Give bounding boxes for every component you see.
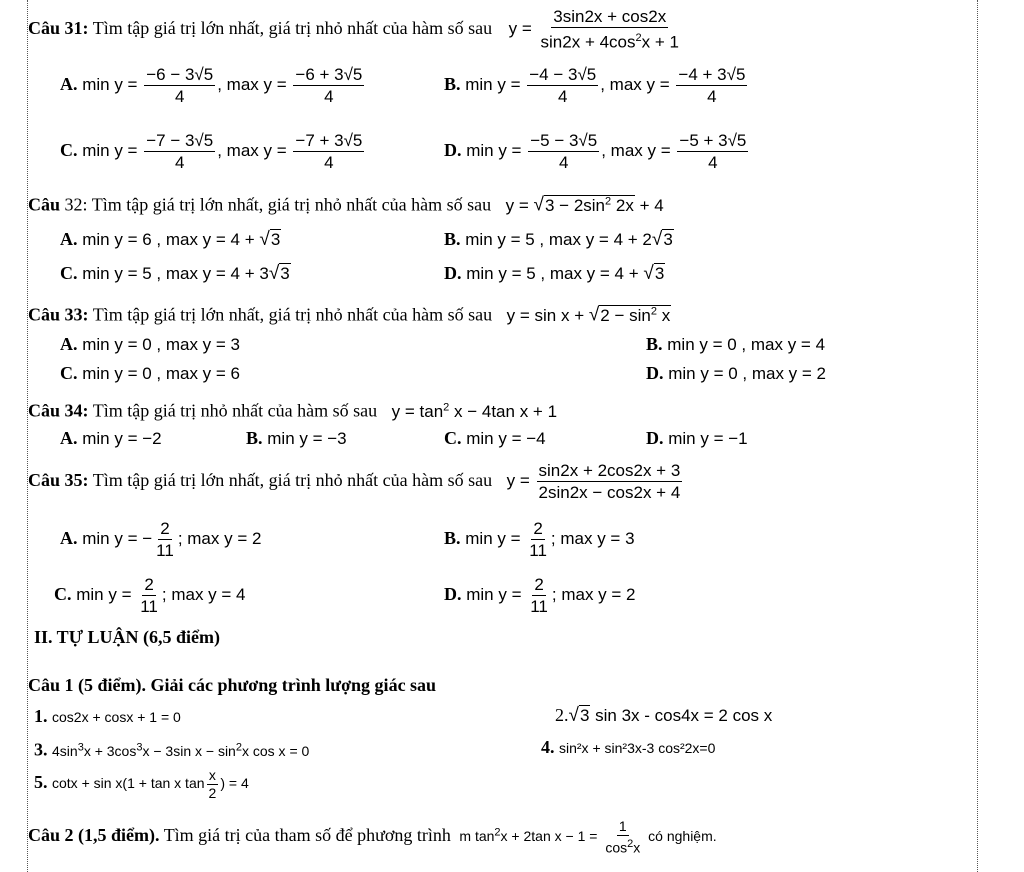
q31-option-a: A. min y = $\frac{-6 - 3√5}{4}$ , max y = $\frac{-6 + 3√5}{4}$ bbox=[60, 65, 363, 106]
q34-option-a: A. min y = −2 bbox=[60, 428, 162, 448]
q33-option-d: D. min y = 0 , max y = 2 bbox=[646, 363, 827, 383]
q32-option-b: B. min y = 5 , max y = 4 + 2√3 bbox=[444, 229, 673, 250]
question-35-formula: y = $\frac{\sin 2x + 2\cos 2x + 3}{2\sin 2x - \cos 2x + 4}$ bbox=[506, 461, 681, 502]
question-33: Câu 33: Tìm tập giá trị lớn nhất, giá trị nhỏ nhất của hàm số sau $y = \sin x + √2 - \sin^2 x$ bbox=[28, 304, 671, 326]
q32-option-a: A. min y = 6 , max y = 4 + √3 bbox=[60, 229, 281, 250]
q34-option-b: B. min y = −3 bbox=[246, 428, 347, 448]
right-dotted-border bbox=[977, 0, 978, 872]
q31-option-c: C. min y = $\frac{-7 - 3√5}{4}$ , max y = $\frac{-7 + 3√5}{4}$ bbox=[60, 131, 363, 172]
cau-1-item-1: 1. cos2x + cosx + 1 = 0 bbox=[34, 706, 181, 726]
question-34-formula: $y = \tan^2 x - 4\tan$ x + 1 bbox=[391, 401, 558, 421]
q33-option-b: B. min y = 0 , max y = 4 bbox=[646, 334, 826, 354]
question-34: Câu 34: Tìm tập giá trị nhỏ nhất của hàm số sau $y = \tan^2 x - 4\tan$ x + 1 bbox=[28, 400, 558, 421]
q32-option-c: C. min y = 5 , max y = 4 + 3√3 bbox=[60, 263, 290, 284]
cau-1-item-5: 5. cotx + sin x(1 + tan x tan $\frac{x}{2}$ ) = 4 bbox=[34, 767, 249, 801]
cau-1-item-4: 4. sin²x + sin²3x-3 cos²2x=0 bbox=[541, 737, 716, 757]
q34-option-d: D. min y = −1 bbox=[646, 428, 748, 448]
question-32: Câu 32: Tìm tập giá trị lớn nhất, giá trị nhỏ nhất của hàm số sau $y = √3 - 2\sin^2$ 2x + 4 bbox=[28, 194, 664, 216]
q32-option-d: D. min y = 5 , max y = 4 + √3 bbox=[444, 263, 665, 284]
cau-1-item-3: 3. $4\sin^3x + 3\cos^3x - 3\sin$ $x - \sin^2x$ cos x = 0 bbox=[34, 739, 310, 760]
cau-1-item-2: 2.√3 sin 3x - cos4x = 2 cos x bbox=[555, 705, 773, 726]
q34-option-c: C. min y = −4 bbox=[444, 428, 546, 448]
q35-option-b: B. min y = $\frac{2}{11}$ ; max y = 3 bbox=[444, 519, 635, 560]
q31-option-d: D. min y = $\frac{-5 - 3√5}{4}$ , max y = $\frac{-5 + 3√5}{4}$ bbox=[444, 131, 747, 172]
q33-option-c: C. min y = 0 , max y = 6 bbox=[60, 363, 241, 383]
q35-option-a: A. min y = − $\frac{2}{11}$ ; max y = 2 bbox=[60, 519, 262, 560]
q35-option-d: D. min y = $\frac{2}{11}$ ; max y = 2 bbox=[444, 575, 636, 616]
question-31-formula: y = $\frac{3\sin 2x + \cos 2x}{\sin 2x + 4\cos^2x + 1}$ bbox=[508, 7, 679, 52]
cau-2: Câu 2 (1,5 điểm). Tìm giá trị của tham số để phương trình m $\tan^2x + 2\tan$ x − 1 = $\frac{1}{\cos^2x}$ có nghiệm. bbox=[28, 818, 717, 856]
question-31-label: Câu 31: bbox=[28, 17, 89, 38]
question-31 bbox=[28, 6, 683, 53]
q33-option-a: A. min y = 0 , max y = 3 bbox=[60, 334, 241, 354]
question-31-text: Tìm tập giá trị lớn nhất, giá trị nhỏ nhất của hàm số sau bbox=[92, 17, 493, 38]
cau-1-label: Câu 1 (5 điểm). Giải các phương trình lượng giác sau bbox=[28, 675, 437, 695]
q35-option-c: C. min y = $\frac{2}{11}$ ; max y = 4 bbox=[54, 575, 246, 616]
question-32-formula: $y = √3 - 2\sin^2$ 2x + 4 bbox=[505, 194, 664, 216]
question-35: Câu 35: Tìm tập giá trị lớn nhất, giá trị nhỏ nhất của hàm số sau y = $\frac{\sin 2x + 2\cos 2x + 3}{2\sin 2x - \cos 2x + 4}$ bbox=[28, 460, 684, 503]
question-33-formula: $y = \sin x + √2 - \sin^2 x$ bbox=[506, 304, 671, 326]
q31-option-b: B. min y = $\frac{-4 - 3√5}{4}$ , max y = $\frac{-4 + 3√5}{4}$ bbox=[444, 65, 746, 106]
left-dotted-border bbox=[27, 0, 28, 872]
section-2-heading: II. TỰ LUẬN (6,5 điểm) bbox=[34, 627, 221, 647]
